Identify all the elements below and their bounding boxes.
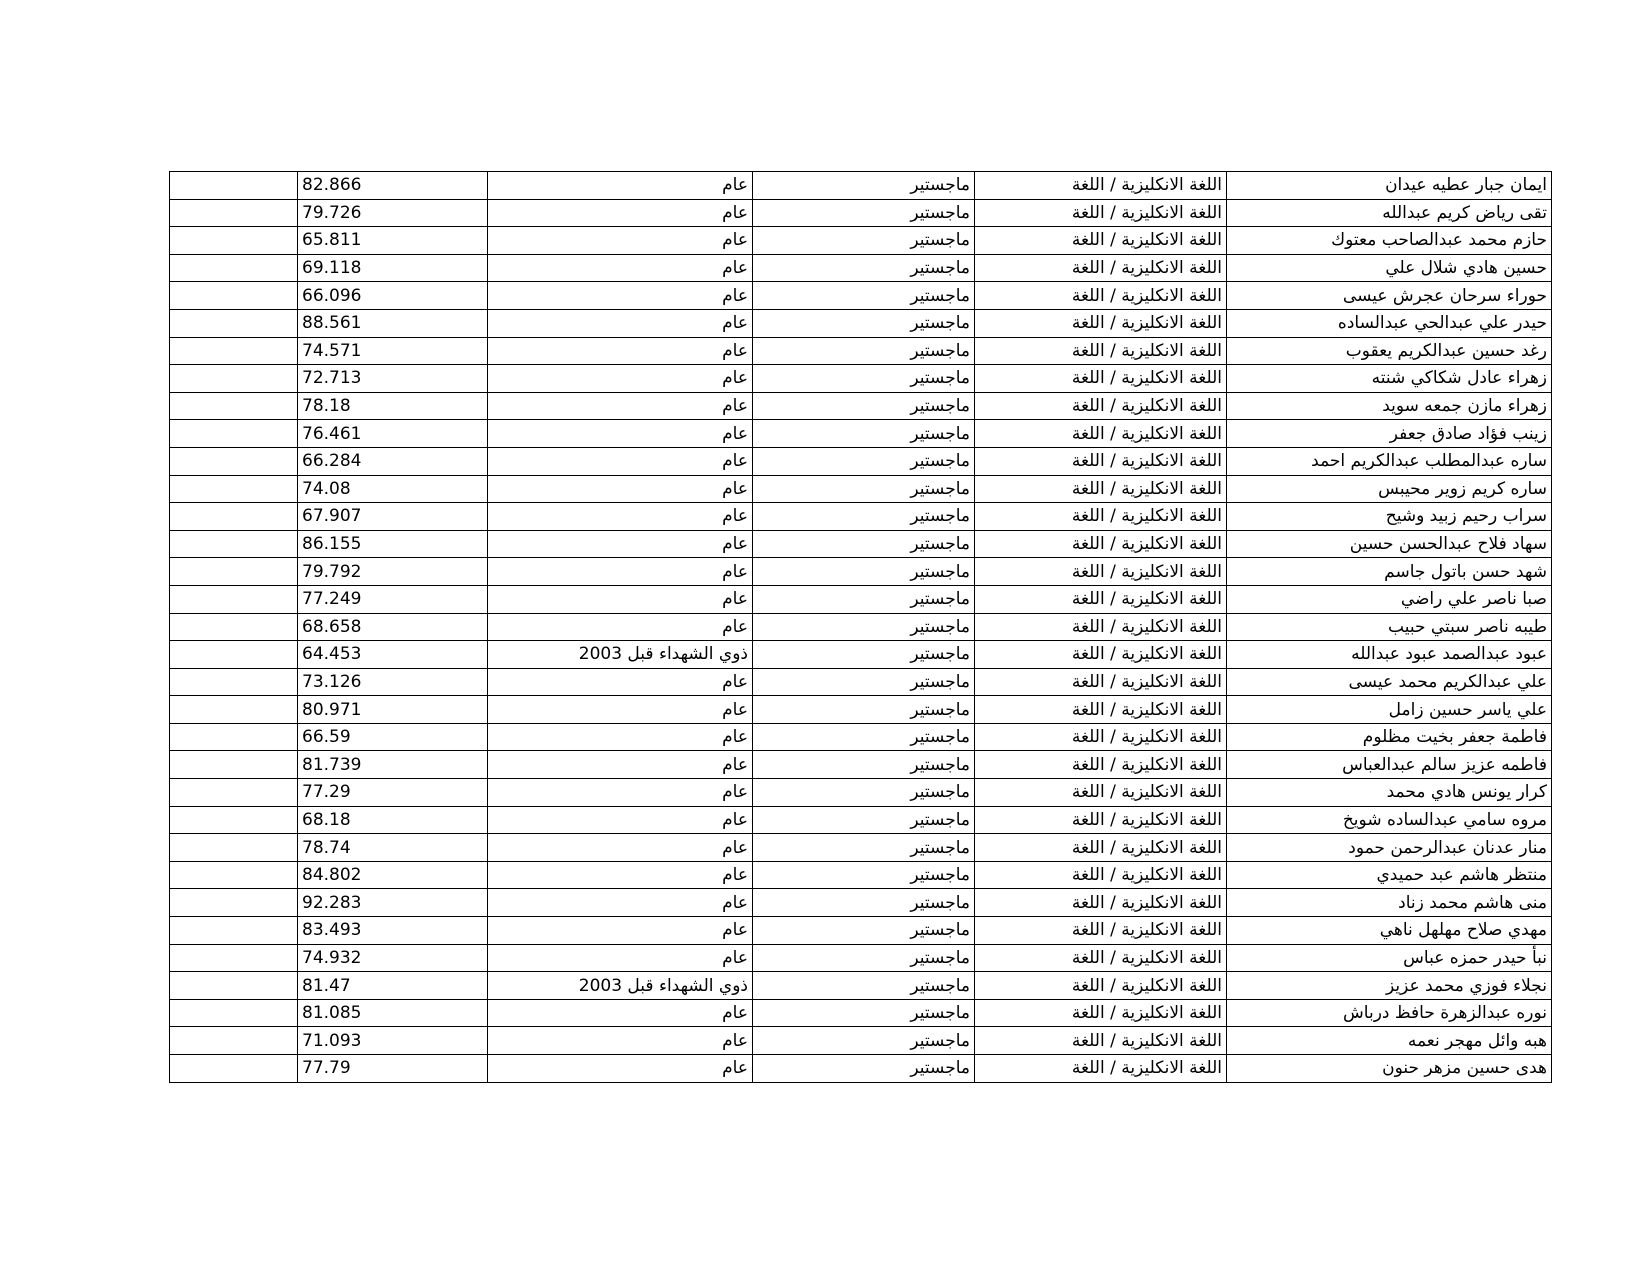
table-row	[170, 1055, 1552, 1083]
student-name-cell: علي ياسر حسين زامل	[1227, 696, 1552, 724]
degree-cell: ماجستير	[753, 337, 975, 365]
table-row	[170, 861, 1552, 889]
score-cell: 67.907	[298, 503, 488, 531]
empty-cell	[170, 1055, 298, 1083]
degree-cell: ماجستير	[753, 558, 975, 586]
department-cell: اللغة الانكليزية / اللغة	[975, 558, 1227, 586]
table-row	[170, 806, 1552, 834]
student-name-cell: تقى رياض كريم عبدالله	[1227, 199, 1552, 227]
degree-cell: ماجستير	[753, 585, 975, 613]
student-name-cell: صبا ناصر علي راضي	[1227, 585, 1552, 613]
table-row	[170, 696, 1552, 724]
department-cell: اللغة الانكليزية / اللغة	[975, 199, 1227, 227]
admission-channel-cell: عام	[488, 1027, 753, 1055]
student-name-cell: رغد حسين عبدالكريم يعقوب	[1227, 337, 1552, 365]
department-cell: اللغة الانكليزية / اللغة	[975, 861, 1227, 889]
department-cell: اللغة الانكليزية / اللغة	[975, 282, 1227, 310]
score-cell: 72.713	[298, 365, 488, 393]
empty-cell	[170, 861, 298, 889]
empty-cell	[170, 309, 298, 337]
admission-channel-cell: عام	[488, 365, 753, 393]
department-cell: اللغة الانكليزية / اللغة	[975, 944, 1227, 972]
empty-cell	[170, 641, 298, 669]
degree-cell: ماجستير	[753, 806, 975, 834]
table-row	[170, 475, 1552, 503]
degree-cell: ماجستير	[753, 447, 975, 475]
department-cell: اللغة الانكليزية / اللغة	[975, 227, 1227, 255]
department-cell: اللغة الانكليزية / اللغة	[975, 889, 1227, 917]
admission-channel-cell: عام	[488, 558, 753, 586]
admission-channel-cell: عام	[488, 337, 753, 365]
table-row	[170, 723, 1552, 751]
empty-cell	[170, 723, 298, 751]
degree-cell: ماجستير	[753, 889, 975, 917]
student-name-cell: فاطمه عزيز سالم عبدالعباس	[1227, 751, 1552, 779]
student-name-cell: مهدي صلاح مهلهل ناهي	[1227, 917, 1552, 945]
table-row	[170, 503, 1552, 531]
score-cell: 77.29	[298, 779, 488, 807]
department-cell: اللغة الانكليزية / اللغة	[975, 309, 1227, 337]
department-cell: اللغة الانكليزية / اللغة	[975, 668, 1227, 696]
department-cell: اللغة الانكليزية / اللغة	[975, 503, 1227, 531]
score-cell: 88.561	[298, 309, 488, 337]
score-cell: 66.59	[298, 723, 488, 751]
admission-channel-cell: عام	[488, 447, 753, 475]
student-name-cell: نجلاء فوزي محمد عزيز	[1227, 972, 1552, 1000]
degree-cell: ماجستير	[753, 641, 975, 669]
table-row	[170, 944, 1552, 972]
table-row	[170, 420, 1552, 448]
table-row	[170, 779, 1552, 807]
department-cell: اللغة الانكليزية / اللغة	[975, 1027, 1227, 1055]
table-row	[170, 889, 1552, 917]
admission-channel-cell: عام	[488, 282, 753, 310]
score-cell: 86.155	[298, 530, 488, 558]
table-row	[170, 309, 1552, 337]
score-cell: 66.284	[298, 447, 488, 475]
department-cell: اللغة الانكليزية / اللغة	[975, 613, 1227, 641]
department-cell: اللغة الانكليزية / اللغة	[975, 1055, 1227, 1083]
degree-cell: ماجستير	[753, 254, 975, 282]
degree-cell: ماجستير	[753, 503, 975, 531]
degree-cell: ماجستير	[753, 365, 975, 393]
empty-cell	[170, 751, 298, 779]
empty-cell	[170, 420, 298, 448]
empty-cell	[170, 392, 298, 420]
empty-cell	[170, 254, 298, 282]
degree-cell: ماجستير	[753, 1027, 975, 1055]
department-cell: اللغة الانكليزية / اللغة	[975, 585, 1227, 613]
student-name-cell: حوراء سرحان عجرش عيسى	[1227, 282, 1552, 310]
degree-cell: ماجستير	[753, 723, 975, 751]
student-name-cell: نبأ حيدر حمزه عباس	[1227, 944, 1552, 972]
admission-channel-cell: عام	[488, 254, 753, 282]
empty-cell	[170, 530, 298, 558]
admission-channel-cell: عام	[488, 889, 753, 917]
student-name-cell: كرار يونس هادي محمد	[1227, 779, 1552, 807]
degree-cell: ماجستير	[753, 392, 975, 420]
score-cell: 81.47	[298, 972, 488, 1000]
student-name-cell: زهراء عادل شكاكي شنته	[1227, 365, 1552, 393]
table-row	[170, 999, 1552, 1027]
admission-channel-cell: عام	[488, 199, 753, 227]
table-row	[170, 668, 1552, 696]
empty-cell	[170, 972, 298, 1000]
score-cell: 68.658	[298, 613, 488, 641]
table-row	[170, 282, 1552, 310]
student-name-cell: سراب رحيم زبيد وشيح	[1227, 503, 1552, 531]
score-cell: 81.085	[298, 999, 488, 1027]
score-cell: 68.18	[298, 806, 488, 834]
score-cell: 78.18	[298, 392, 488, 420]
score-cell: 71.093	[298, 1027, 488, 1055]
department-cell: اللغة الانكليزية / اللغة	[975, 475, 1227, 503]
admission-channel-cell: عام	[488, 944, 753, 972]
admission-channel-cell: عام	[488, 999, 753, 1027]
student-name-cell: عبود عبدالصمد عبود عبدالله	[1227, 641, 1552, 669]
degree-cell: ماجستير	[753, 199, 975, 227]
score-cell: 77.79	[298, 1055, 488, 1083]
department-cell: اللغة الانكليزية / اللغة	[975, 392, 1227, 420]
admission-channel-cell: عام	[488, 475, 753, 503]
department-cell: اللغة الانكليزية / اللغة	[975, 806, 1227, 834]
table-row	[170, 254, 1552, 282]
score-cell: 84.802	[298, 861, 488, 889]
table-row	[170, 613, 1552, 641]
table-row	[170, 585, 1552, 613]
empty-cell	[170, 503, 298, 531]
empty-cell	[170, 172, 298, 200]
department-cell: اللغة الانكليزية / اللغة	[975, 696, 1227, 724]
table-row	[170, 447, 1552, 475]
table-row	[170, 392, 1552, 420]
student-name-cell: علي عبدالكريم محمد عيسى	[1227, 668, 1552, 696]
table-row	[170, 337, 1552, 365]
department-cell: اللغة الانكليزية / اللغة	[975, 172, 1227, 200]
table-row	[170, 558, 1552, 586]
department-cell: اللغة الانكليزية / اللغة	[975, 447, 1227, 475]
score-cell: 79.726	[298, 199, 488, 227]
empty-cell	[170, 613, 298, 641]
student-name-cell: شهد حسن باتول جاسم	[1227, 558, 1552, 586]
degree-cell: ماجستير	[753, 309, 975, 337]
table-row	[170, 365, 1552, 393]
department-cell: اللغة الانكليزية / اللغة	[975, 751, 1227, 779]
empty-cell	[170, 779, 298, 807]
empty-cell	[170, 999, 298, 1027]
score-cell: 69.118	[298, 254, 488, 282]
admission-channel-cell: عام	[488, 309, 753, 337]
empty-cell	[170, 944, 298, 972]
department-cell: اللغة الانكليزية / اللغة	[975, 365, 1227, 393]
table-row	[170, 172, 1552, 200]
score-cell: 83.493	[298, 917, 488, 945]
student-name-cell: منى هاشم محمد زناد	[1227, 889, 1552, 917]
score-cell: 74.08	[298, 475, 488, 503]
department-cell: اللغة الانكليزية / اللغة	[975, 834, 1227, 862]
department-cell: اللغة الانكليزية / اللغة	[975, 999, 1227, 1027]
student-name-cell: ساره كريم زوير محيبس	[1227, 475, 1552, 503]
admission-channel-cell: عام	[488, 530, 753, 558]
student-name-cell: منار عدنان عبدالرحمن حمود	[1227, 834, 1552, 862]
student-name-cell: نوره عبدالزهرة حافظ درباش	[1227, 999, 1552, 1027]
table-row	[170, 751, 1552, 779]
empty-cell	[170, 668, 298, 696]
degree-cell: ماجستير	[753, 668, 975, 696]
student-name-cell: هدى حسين مزهر حنون	[1227, 1055, 1552, 1083]
empty-cell	[170, 834, 298, 862]
score-cell: 81.739	[298, 751, 488, 779]
degree-cell: ماجستير	[753, 944, 975, 972]
admission-channel-cell: ذوي الشهداء قبل 2003	[488, 641, 753, 669]
department-cell: اللغة الانكليزية / اللغة	[975, 337, 1227, 365]
admission-channel-cell: عام	[488, 585, 753, 613]
score-cell: 80.971	[298, 696, 488, 724]
empty-cell	[170, 917, 298, 945]
admission-channel-cell: عام	[488, 503, 753, 531]
score-cell: 74.571	[298, 337, 488, 365]
admission-channel-cell: عام	[488, 917, 753, 945]
results-table-body	[170, 172, 1552, 1083]
degree-cell: ماجستير	[753, 751, 975, 779]
department-cell: اللغة الانكليزية / اللغة	[975, 917, 1227, 945]
degree-cell: ماجستير	[753, 475, 975, 503]
degree-cell: ماجستير	[753, 613, 975, 641]
empty-cell	[170, 227, 298, 255]
student-name-cell: طيبه ناصر سبتي حبيب	[1227, 613, 1552, 641]
score-cell: 65.811	[298, 227, 488, 255]
degree-cell: ماجستير	[753, 282, 975, 310]
department-cell: اللغة الانكليزية / اللغة	[975, 254, 1227, 282]
department-cell: اللغة الانكليزية / اللغة	[975, 972, 1227, 1000]
table-row	[170, 1027, 1552, 1055]
table-row	[170, 972, 1552, 1000]
table-row	[170, 227, 1552, 255]
student-name-cell: فاطمة جعفر بخيت مظلوم	[1227, 723, 1552, 751]
admission-channel-cell: عام	[488, 861, 753, 889]
empty-cell	[170, 558, 298, 586]
degree-cell: ماجستير	[753, 227, 975, 255]
score-cell: 92.283	[298, 889, 488, 917]
degree-cell: ماجستير	[753, 1055, 975, 1083]
degree-cell: ماجستير	[753, 420, 975, 448]
degree-cell: ماجستير	[753, 696, 975, 724]
department-cell: اللغة الانكليزية / اللغة	[975, 779, 1227, 807]
table-row	[170, 917, 1552, 945]
table-row	[170, 199, 1552, 227]
admission-channel-cell: عام	[488, 668, 753, 696]
table-row	[170, 530, 1552, 558]
empty-cell	[170, 696, 298, 724]
admission-channel-cell: عام	[488, 779, 753, 807]
student-name-cell: زهراء مازن جمعه سويد	[1227, 392, 1552, 420]
table-row	[170, 834, 1552, 862]
student-name-cell: ساره عبدالمطلب عبدالكريم احمد	[1227, 447, 1552, 475]
department-cell: اللغة الانكليزية / اللغة	[975, 723, 1227, 751]
student-name-cell: هبه وائل مهجر نعمه	[1227, 1027, 1552, 1055]
admission-channel-cell: عام	[488, 696, 753, 724]
score-cell: 76.461	[298, 420, 488, 448]
degree-cell: ماجستير	[753, 861, 975, 889]
empty-cell	[170, 1027, 298, 1055]
student-name-cell: حيدر علي عبدالحي عبدالساده	[1227, 309, 1552, 337]
department-cell: اللغة الانكليزية / اللغة	[975, 530, 1227, 558]
admission-channel-cell: عام	[488, 227, 753, 255]
student-name-cell: زينب فؤاد صادق جعفر	[1227, 420, 1552, 448]
empty-cell	[170, 475, 298, 503]
score-cell: 78.74	[298, 834, 488, 862]
degree-cell: ماجستير	[753, 999, 975, 1027]
empty-cell	[170, 365, 298, 393]
empty-cell	[170, 199, 298, 227]
degree-cell: ماجستير	[753, 834, 975, 862]
admission-channel-cell: عام	[488, 613, 753, 641]
student-name-cell: حسين هادي شلال علي	[1227, 254, 1552, 282]
admission-channel-cell: ذوي الشهداء قبل 2003	[488, 972, 753, 1000]
empty-cell	[170, 806, 298, 834]
empty-cell	[170, 889, 298, 917]
department-cell: اللغة الانكليزية / اللغة	[975, 641, 1227, 669]
score-cell: 82.866	[298, 172, 488, 200]
degree-cell: ماجستير	[753, 917, 975, 945]
score-cell: 66.096	[298, 282, 488, 310]
empty-cell	[170, 337, 298, 365]
score-cell: 64.453	[298, 641, 488, 669]
score-cell: 73.126	[298, 668, 488, 696]
student-name-cell: منتظر هاشم عبد حميدي	[1227, 861, 1552, 889]
score-cell: 74.932	[298, 944, 488, 972]
admission-channel-cell: عام	[488, 806, 753, 834]
student-name-cell: ايمان جبار عطيه عيدان	[1227, 172, 1552, 200]
table-row	[170, 641, 1552, 669]
degree-cell: ماجستير	[753, 530, 975, 558]
department-cell: اللغة الانكليزية / اللغة	[975, 420, 1227, 448]
student-name-cell: حازم محمد عبدالصاحب معتوك	[1227, 227, 1552, 255]
student-name-cell: مروه سامي عبدالساده شويخ	[1227, 806, 1552, 834]
empty-cell	[170, 282, 298, 310]
admission-channel-cell: عام	[488, 1055, 753, 1083]
degree-cell: ماجستير	[753, 972, 975, 1000]
degree-cell: ماجستير	[753, 172, 975, 200]
empty-cell	[170, 447, 298, 475]
results-table	[169, 171, 1552, 1083]
score-cell: 77.249	[298, 585, 488, 613]
empty-cell	[170, 585, 298, 613]
admission-channel-cell: عام	[488, 751, 753, 779]
student-name-cell: سهاد فلاح عبدالحسن حسين	[1227, 530, 1552, 558]
degree-cell: ماجستير	[753, 779, 975, 807]
admission-channel-cell: عام	[488, 172, 753, 200]
score-cell: 79.792	[298, 558, 488, 586]
admission-channel-cell: عام	[488, 723, 753, 751]
admission-channel-cell: عام	[488, 392, 753, 420]
admission-channel-cell: عام	[488, 420, 753, 448]
admission-channel-cell: عام	[488, 834, 753, 862]
